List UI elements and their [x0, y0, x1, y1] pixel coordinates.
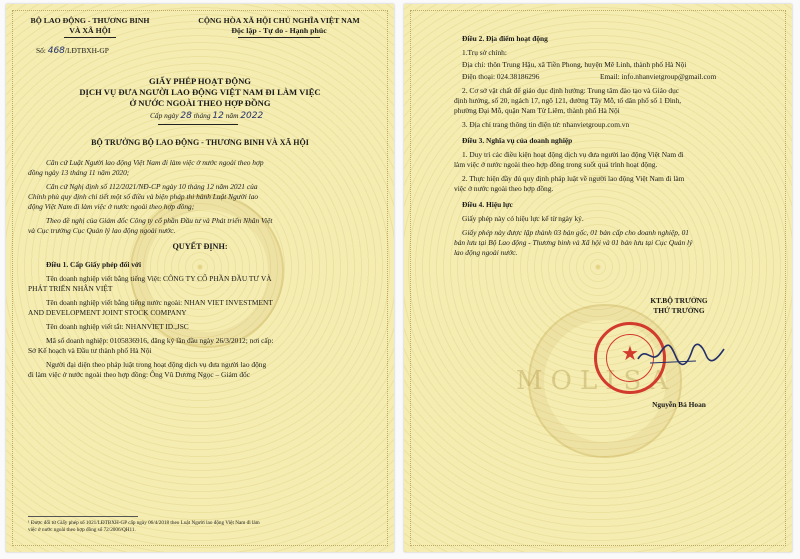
number-label: Số: [36, 46, 46, 55]
duty-2-line2: việc ở nước ngoài theo hợp đồng. [454, 184, 554, 193]
title-contract: Ở NƯỚC NGOÀI THEO HỢP ĐỒNG [129, 98, 271, 108]
ministry-name-line2: VÀ XÃ HỘI [69, 26, 111, 35]
vn-company-name-line1: Tên doanh nghiệp viết bằng tiếng Việt: CÔNG TY CỔ PHẦN ĐẦU TƯ VÀ [46, 274, 272, 283]
duty-1-line1: 1. Duy trì các điều kiện hoạt động dịch vụ đưa người lao động Việt Nam đi [462, 150, 684, 159]
copies-line3: lao động ngoài nước. [454, 248, 518, 257]
email-address: Email: info.nhanvietgroup@gmail.com [600, 72, 717, 81]
copies-line2: bản lưu tại Bộ Lao động - Thương binh và Xã hội và 01 bản lưu tại Cục Quản lý [454, 238, 693, 247]
copies-line1: Giấy phép này được lập thành 03 bản gốc, 01 bản cấp cho doanh nghiệp, 01 [462, 228, 689, 237]
representative-line2: đi làm việc ở nước ngoài theo hợp đồng: Ông Vũ Dương Ngọc – Giám đốc [28, 370, 250, 379]
seal-star-icon: ★ [621, 343, 639, 365]
website: 3. Địa chỉ trang thông tin điện tử: nhanvietgroup.com.vn [462, 120, 630, 129]
title-underline [158, 124, 238, 125]
footnote-divider [28, 516, 138, 517]
en-company-name-line2: AND DEVELOPMENT JOINT STOCK COMPANY [28, 308, 187, 317]
headquarters-address: Địa chỉ: thôn Trung Hậu, xã Tiền Phong, huyện Mê Linh, thành phố Hà Nội [462, 60, 687, 69]
issuing-authority: BỘ TRƯỞNG BỘ LAO ĐỘNG - THƯƠNG BINH VÀ XÃ HỘI [91, 138, 309, 147]
footnote-line1: ¹ Được đổi từ Giấy phép số 1021/LĐTBXH-GP cấp ngày 06/4/2018 theo Luật Người lao động Việt Nam đi làm [28, 520, 260, 526]
license-page-2 [404, 4, 792, 552]
issue-month: 12 [212, 111, 224, 121]
representative-line1: Người đại diện theo pháp luật trong hoạt động dịch vụ đưa người lao động [46, 360, 267, 369]
en-company-name-line1: Tên doanh nghiệp viết bằng tiếng nước ngoài: NHAN VIET INVESTMENT [46, 298, 273, 307]
article-4-heading: Điều 4. Hiệu lực [462, 200, 513, 209]
article-1-heading: Điều 1. Cấp Giấy phép đối với [46, 260, 142, 269]
phone-number: Điện thoại: 024.38186296 [462, 72, 540, 81]
issue-year: 2022 [240, 111, 264, 121]
article-2-heading: Điều 2. Địa điểm hoạt động [462, 34, 548, 43]
duty-2-line1: 2. Thực hiện đầy đủ quy định pháp luật về người lao động Việt Nam đi làm [462, 174, 685, 183]
issue-day: 28 [180, 111, 192, 121]
number-handwritten: 468 [47, 46, 65, 56]
signer-name: Nguyễn Bá Hoan [652, 400, 706, 409]
decision-heading: QUYẾT ĐỊNH: [172, 242, 228, 251]
issue-prefix: Cấp ngày [150, 111, 179, 120]
tax-code-line2: Sở Kế hoạch và Đầu tư thành phố Hà Nội [28, 346, 152, 355]
national-motto: Độc lập - Tự do - Hạnh phúc [231, 26, 327, 35]
ministry-name-line1: BỘ LAO ĐỘNG - THƯƠNG BINH [30, 16, 150, 25]
title-service: DỊCH VỤ ĐƯA NGƯỜI LAO ĐỘNG VIỆT NAM ĐI LÀM VIỆC [79, 87, 321, 97]
document-number [36, 46, 109, 56]
license-page-1 [6, 4, 394, 552]
tax-code-line1: Mã số doanh nghiệp: 0105836916, đăng ký lần đầu ngày 26/3/2012; nơi cấp: [46, 336, 274, 345]
handwritten-signature [636, 339, 726, 369]
facility-line1: 2. Cơ sở vật chất để giáo dục định hướng: Trung tâm đào tạo và Giáo dục [462, 86, 680, 95]
basis-decree-line2: Chính phủ quy định chi tiết một số điều và biện pháp thi hành Luật Người lao [28, 192, 259, 201]
signer-title-1: KT.BỘ TRƯỞNG [650, 296, 708, 305]
proposal-line2: và Cục trưởng Cục Quản lý lao động ngoài nước. [28, 226, 176, 235]
facility-line2: định hướng, số 20, ngách 17, ngõ 121, đường Tây Mỗ, tổ dân phố số 1 Đình, [454, 96, 682, 105]
basis-law-line2: đồng ngày 13 tháng 11 năm 2020; [28, 168, 130, 177]
molisa-watermark: MOLISA [516, 366, 677, 396]
footnote-line2: việc ở nước ngoài theo hợp đồng số 72/2006/QH11. [28, 527, 136, 533]
issue-month-label: tháng [193, 111, 211, 120]
proposal-line1: Theo đề nghị của Giám đốc Công ty cổ phần Đầu tư và Phát triển Nhân Việt [46, 216, 273, 225]
issue-date [150, 111, 263, 121]
title-license: GIẤY PHÉP HOẠT ĐỘNG [149, 76, 251, 86]
country-name: CỘNG HÒA XÃ HỘI CHỦ NGHĨA VIỆT NAM [198, 16, 360, 25]
facility-line3: phường Đại Mỗ, quận Nam Từ Liêm, thành phố Hà Nội [454, 106, 620, 115]
basis-decree-line1: Căn cứ Nghị định số 112/2021/NĐ-CP ngày 10 tháng 12 năm 2021 của [46, 182, 258, 191]
basis-law-line1: Căn cứ Luật Người lao động Việt Nam đi làm việc ở nước ngoài theo hợp [46, 158, 264, 167]
signer-title-2: THỨ TRƯỞNG [653, 306, 705, 315]
article-3-heading: Điều 3. Nghĩa vụ của doanh nghiệp [462, 136, 573, 145]
duty-1-line2: làm việc ở nước ngoài theo hợp đồng trong suốt quá trình hoạt động. [454, 160, 658, 169]
short-company-name: Tên doanh nghiệp viết tắt: NHANVIET ID.,JSC [46, 322, 189, 331]
issue-year-label: năm [225, 111, 239, 120]
motto-underline [238, 37, 320, 38]
headquarters-label: 1.Trụ sở chính: [462, 48, 507, 57]
vn-company-name-line2: PHÁT TRIỂN NHÂN VIỆT [28, 284, 113, 293]
ministry-underline [64, 37, 116, 38]
basis-decree-line3: động Việt Nam đi làm việc ở nước ngoài theo hợp đồng; [28, 202, 195, 211]
number-suffix: /LĐTBXH-GP [64, 46, 109, 55]
effective-clause: Giấy phép này có hiệu lực kể từ ngày ký. [462, 214, 584, 223]
